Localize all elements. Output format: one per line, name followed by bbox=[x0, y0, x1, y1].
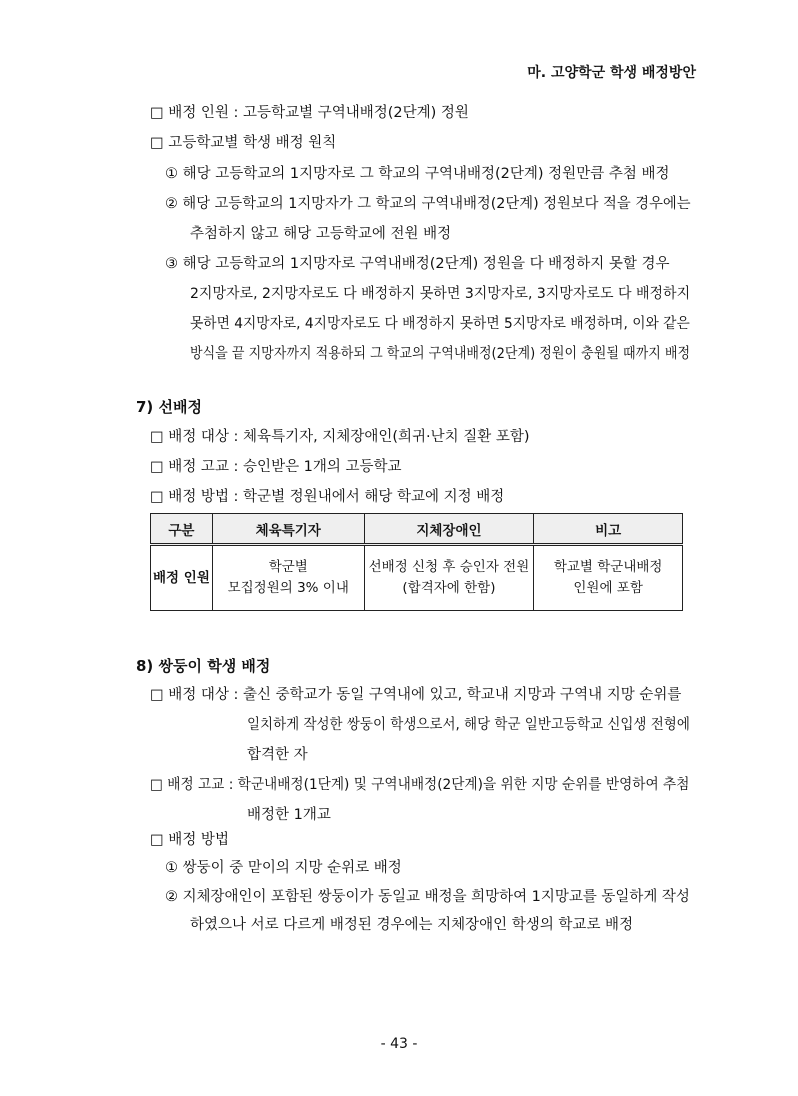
section-7-title: 7) 선배정 bbox=[136, 398, 202, 416]
bullet-assignment-principle: □ 고등학교별 학생 배정 원칙 bbox=[150, 135, 337, 151]
principle-3-line-4: 방식을 끝 지망자까지 적용하되 그 학교의 구역내배정(2단계) 정원이 충원될 때까지 배정 bbox=[190, 346, 691, 362]
section-8-title: 8) 쌍둥이 학생 배정 bbox=[136, 657, 271, 675]
page-header-title: 마. 고양학군 학생 배정방안 bbox=[527, 65, 696, 81]
table-header-cell: 체육특기자 bbox=[212, 514, 364, 545]
s8-method-1: ① 쌍둥이 중 맏이의 지망 순위로 배정 bbox=[165, 860, 402, 876]
s8-bullet-school-line-1: □ 배정 고교 : 학군내배정(1단계) 및 구역내배정(2단계)을 위한 지망 순위를 반영하여 추첨 bbox=[150, 777, 690, 793]
principle-1: ① 해당 고등학교의 1지망자로 그 학교의 구역내배정(2단계) 정원만큼 추첨 배정 bbox=[165, 166, 670, 182]
table-cell-disabled bbox=[364, 545, 534, 611]
table-cell-athletes bbox=[212, 545, 364, 611]
table-row-label: 배정 인원 bbox=[151, 545, 213, 611]
table-header-cell: 구분 bbox=[151, 514, 213, 545]
bullet-assignment-quota: □ 배정 인원 : 고등학교별 구역내배정(2단계) 정원 bbox=[150, 105, 469, 121]
cell-line: (합격자에 한함) bbox=[402, 580, 496, 596]
cell-line: 선배정 신청 후 승인자 전원 bbox=[368, 559, 530, 575]
pre-assignment-table bbox=[150, 513, 683, 611]
cell-line: 모집정원의 3% 이내 bbox=[227, 580, 349, 596]
s8-method-2-line-2: 하였으나 서로 다르게 배정된 경우에는 지체장애인 학생의 학교로 배정 bbox=[190, 917, 634, 933]
table-header-row bbox=[151, 514, 683, 545]
cell-line: 인원에 포함 bbox=[573, 580, 643, 596]
cell-line: 학교별 학군내배정 bbox=[553, 559, 663, 575]
s7-bullet-school: □ 배정 고교 : 승인받은 1개의 고등학교 bbox=[150, 459, 402, 475]
s8-bullet-target-line-1: □ 배정 대상 : 출신 중학교가 동일 구역내에 있고, 학교내 지망과 구역내 지망 순위를 bbox=[150, 687, 682, 703]
s8-bullet-method: □ 배정 방법 bbox=[150, 832, 229, 848]
s8-bullet-school-line-2: 배정한 1개교 bbox=[247, 807, 331, 823]
principle-3-line-2: 2지망자로, 2지망자로도 다 배정하지 못하면 3지망자로, 3지망자로도 다 배정하지 bbox=[190, 286, 691, 302]
principle-2-line-2: 추첨하지 않고 해당 고등학교에 전원 배정 bbox=[190, 226, 452, 242]
table-cell-note bbox=[534, 545, 683, 611]
page-number: - 43 - bbox=[380, 1036, 418, 1052]
table-header-cell: 지체장애인 bbox=[364, 514, 534, 545]
s8-method-2-line-1: ② 지체장애인이 포함된 쌍둥이가 동일교 배정을 희망하여 1지망교를 동일하게 작성 bbox=[165, 889, 690, 905]
table-header-cell: 비고 bbox=[534, 514, 683, 545]
table-row bbox=[151, 545, 683, 611]
principle-3-line-3: 못하면 4지망자로, 4지망자로도 다 배정하지 못하면 5지망자로 배정하며, 이와 같은 bbox=[190, 316, 690, 332]
s8-bullet-target-line-2: 일치하게 작성한 쌍둥이 학생으로서, 해당 학군 일반고등학교 신입생 전형에 bbox=[247, 717, 690, 733]
cell-line: 학군별 bbox=[268, 559, 308, 575]
principle-3-line-1: ③ 해당 고등학교의 1지망자로 구역내배정(2단계) 정원을 다 배정하지 못할 경우 bbox=[165, 256, 670, 272]
s8-bullet-target-line-3: 합격한 자 bbox=[247, 747, 308, 763]
principle-2-line-1: ② 해당 고등학교의 1지망자가 그 학교의 구역내배정(2단계) 정원보다 적을 경우에는 bbox=[165, 196, 691, 212]
s7-bullet-method: □ 배정 방법 : 학군별 정원내에서 해당 학교에 지정 배정 bbox=[150, 489, 505, 505]
s7-bullet-target: □ 배정 대상 : 체육특기자, 지체장애인(희귀·난치 질환 포함) bbox=[150, 429, 530, 445]
